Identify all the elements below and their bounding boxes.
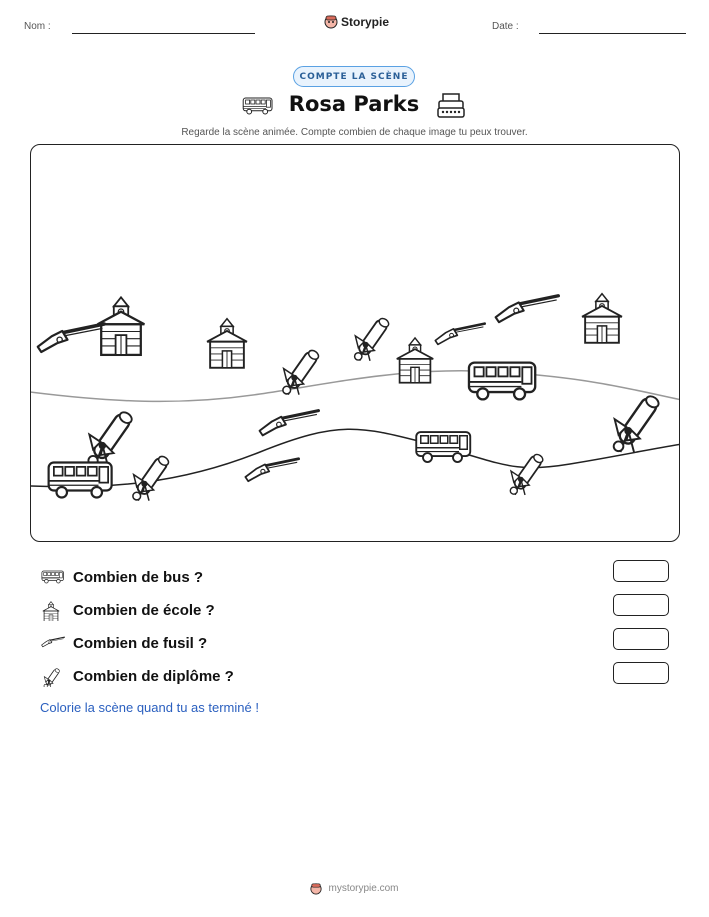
foreground-hill-line — [30, 429, 680, 487]
bus-icon — [41, 568, 65, 588]
typewriter-icon — [437, 93, 465, 119]
diploma-icon — [613, 393, 660, 451]
answer-box[interactable] — [613, 560, 669, 582]
question-row — [41, 627, 669, 660]
rifle-icon — [259, 410, 318, 435]
date-label: Date : — [492, 21, 519, 32]
school-icon — [41, 601, 65, 621]
question-row — [41, 561, 669, 594]
bus-icon — [416, 432, 470, 462]
footer — [0, 882, 709, 895]
questions-list — [41, 561, 669, 693]
name-line[interactable] — [72, 33, 255, 34]
diploma-icon — [88, 410, 133, 466]
storypie-mascot-icon — [324, 14, 338, 29]
rifle-icon — [435, 323, 484, 344]
answer-box[interactable] — [613, 662, 669, 684]
question-text: Combien de fusil ? — [73, 635, 208, 652]
scene-drawing — [30, 144, 680, 542]
activity-badge: COMPTE LA SCÈNE — [293, 66, 415, 87]
question-text: Combien de bus ? — [73, 569, 204, 586]
counting-scene — [30, 144, 680, 542]
question-text: Combien de école ? — [73, 602, 215, 619]
school-icon — [207, 318, 247, 367]
answer-box[interactable] — [613, 594, 669, 616]
diploma-icon — [41, 667, 65, 687]
bus-icon — [48, 462, 111, 497]
diploma-icon — [132, 454, 169, 500]
brand-name: Storypie — [341, 14, 390, 29]
date-line[interactable] — [539, 33, 686, 34]
school-icon — [97, 297, 144, 355]
instructions: Regarde la scène animée. Compte combien de chaque image tu peux trouver. — [181, 127, 528, 138]
question-row — [41, 660, 669, 693]
school-icon — [396, 337, 432, 382]
closing-note: Colorie la scène quand tu as terminé ! — [40, 700, 259, 715]
page-title: Rosa Parks — [288, 92, 420, 116]
rifle-icon — [245, 458, 298, 480]
diploma-icon — [510, 452, 544, 494]
diploma-icon — [354, 316, 390, 360]
rifle-icon — [37, 324, 104, 352]
question-row — [41, 594, 669, 627]
bus-icon — [468, 362, 534, 399]
answer-box[interactable] — [613, 628, 669, 650]
name-label: Nom : — [24, 21, 51, 32]
storypie-mascot-icon — [310, 882, 322, 895]
brand-logo — [324, 14, 389, 29]
background-hill-line — [30, 370, 680, 401]
school-icon — [582, 293, 622, 342]
footer-site[interactable]: mystorypie.com — [328, 883, 399, 894]
question-text: Combien de diplôme ? — [73, 668, 234, 685]
rifle-icon — [41, 634, 65, 654]
rifle-icon — [495, 295, 558, 321]
